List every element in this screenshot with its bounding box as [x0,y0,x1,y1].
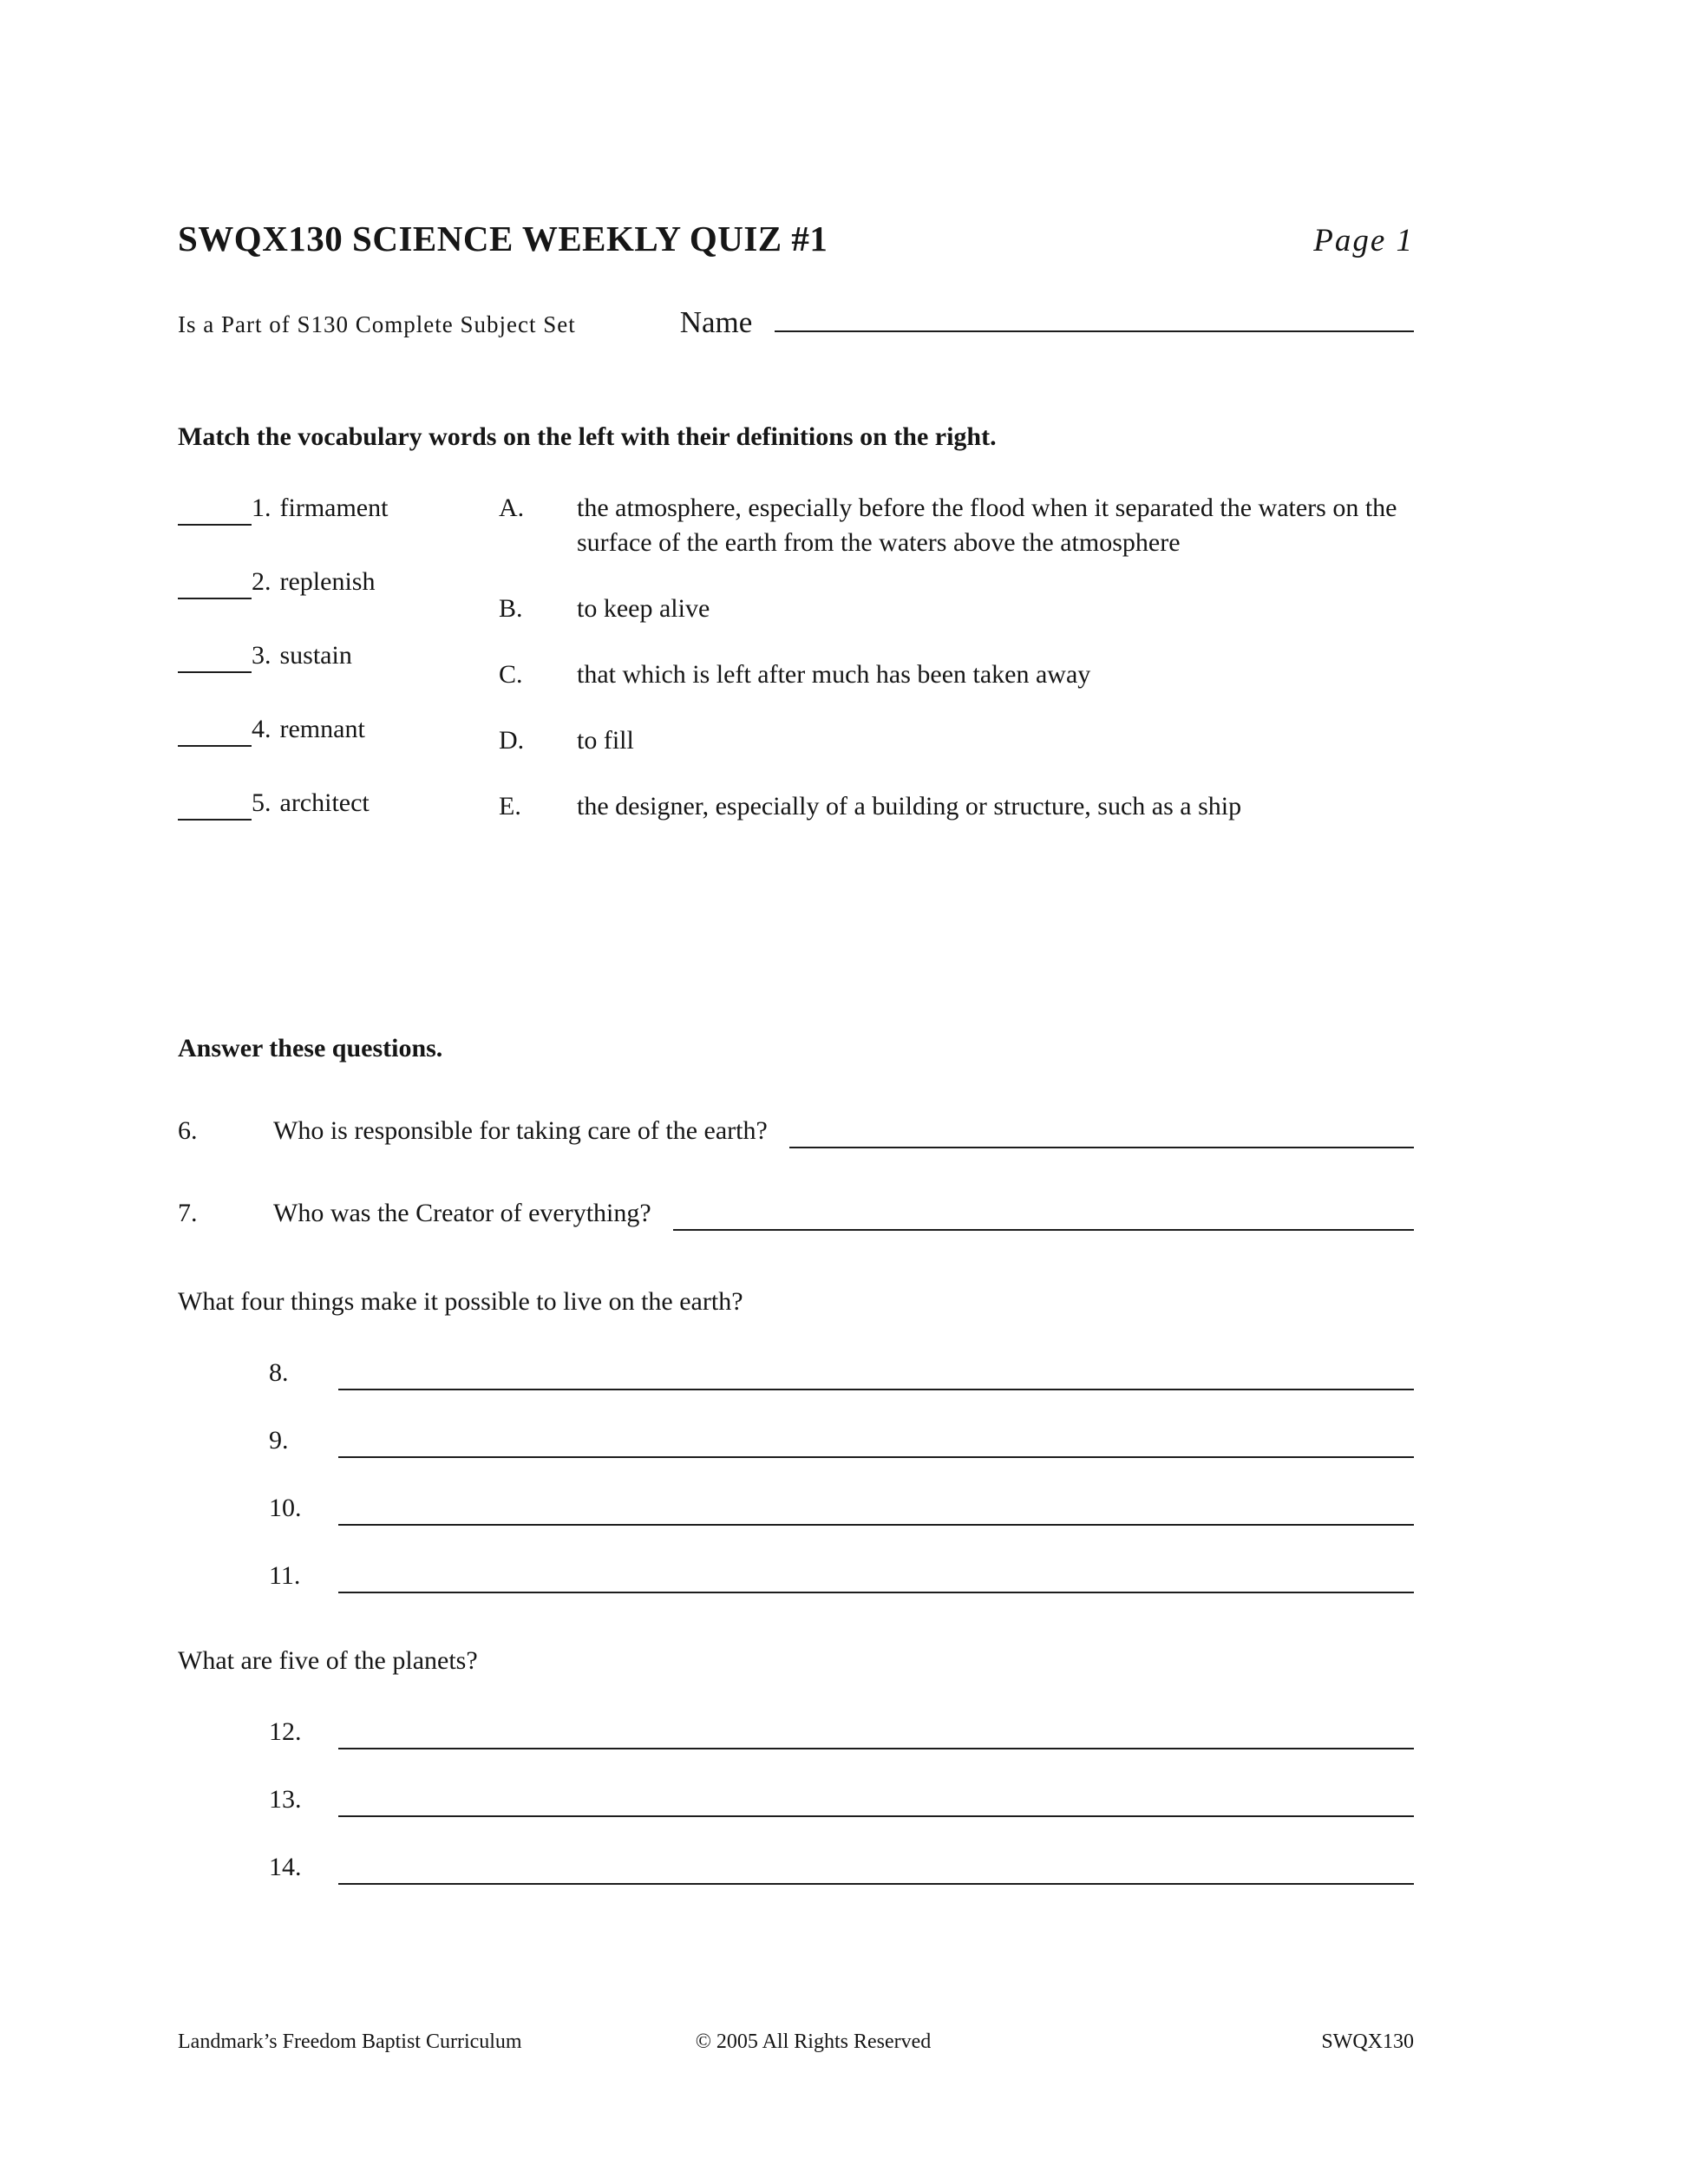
name-label: Name [679,305,753,340]
name-input-line[interactable] [775,298,1414,332]
vocab-column [178,491,499,860]
definition-letter: D. [499,726,525,755]
blank-number: 11. [269,1561,301,1591]
vocab-item-3 [178,638,499,673]
answer-row-11 [269,1559,1414,1593]
answer-line-12[interactable] [338,1715,1414,1749]
answer-row-13 [269,1782,1414,1817]
definition-letter: C. [499,660,523,690]
definition-e [499,789,1414,824]
question-7 [178,1196,1414,1231]
question-6 [178,1114,1414,1148]
answer-row-8 [269,1356,1414,1390]
vocab-word: architect [279,788,370,818]
planets-prompt: What are five of the planets? [178,1646,478,1676]
definition-letter: B. [499,594,523,624]
footer-code: SWQX130 [1321,2030,1414,2054]
vocab-item-4 [178,712,499,747]
answer-line-10[interactable] [338,1491,1414,1526]
question-number: 6. [178,1116,198,1146]
definition-text: that which is left after much has been taken away [577,660,1091,690]
vocab-number: 1. [252,494,272,523]
definition-text: the atmosphere, especially before the flood when it separated the waters on the surface of the earth from the waters above the atmosphere [577,494,1397,558]
question-text: Who is responsible for taking care of the earth? [273,1116,768,1146]
definition-text: to keep alive [577,594,710,624]
footer-publisher: Landmark’s Freedom Baptist Curriculum [178,2030,522,2054]
answer-questions-heading: Answer these questions. [178,1034,443,1063]
definition-b [499,592,1414,626]
vocab-word: replenish [279,567,376,597]
subset-note: Is a Part of S130 Complete Subject Set [178,311,576,338]
answer-line-7[interactable] [673,1196,1414,1231]
definition-a [499,491,1414,560]
vocab-answer-blank-4[interactable] [178,712,252,747]
question-number: 7. [178,1199,198,1228]
definition-c [499,657,1414,692]
definition-text: the designer, especially of a building or structure, such as a ship [577,792,1242,821]
vocab-word: firmament [279,494,389,523]
subheader [178,298,1414,340]
vocab-number: 5. [252,788,272,818]
page-number: Page 1 [1313,223,1414,258]
answer-line-6[interactable] [789,1114,1414,1148]
vocab-word: sustain [279,641,352,670]
blank-number: 14. [269,1853,302,1882]
vocab-answer-blank-1[interactable] [178,491,252,526]
vocab-word: remnant [279,715,365,744]
vocab-answer-blank-5[interactable] [178,786,252,821]
answer-line-14[interactable] [338,1850,1414,1885]
matching-instruction: Match the vocabulary words on the left with their definitions on the right. [178,422,997,452]
definitions-column [499,491,1414,860]
definition-letter: A. [499,494,525,523]
definition-text: to fill [577,726,634,755]
question-text: Who was the Creator of everything? [273,1199,651,1228]
answer-row-14 [269,1850,1414,1885]
vocab-answer-blank-2[interactable] [178,565,252,599]
footer-copyright: © 2005 All Rights Reserved [695,2030,932,2054]
vocab-number: 4. [252,715,272,744]
answer-row-12 [269,1715,1414,1749]
vocab-number: 2. [252,567,272,597]
answer-line-8[interactable] [338,1356,1414,1390]
blank-number: 10. [269,1494,302,1523]
vocab-item-5 [178,786,499,821]
matching-section [178,491,1414,860]
answer-line-11[interactable] [338,1559,1414,1593]
answer-row-9 [269,1423,1414,1458]
page-title: SWQX130 SCIENCE WEEKLY QUIZ #1 [178,219,828,258]
vocab-item-2 [178,565,499,599]
answer-row-10 [269,1491,1414,1526]
vocab-number: 3. [252,641,272,670]
footer [178,2030,1414,2054]
blank-number: 8. [269,1358,289,1388]
definition-letter: E. [499,792,521,821]
answer-line-9[interactable] [338,1423,1414,1458]
header [178,219,1414,259]
vocab-item-1 [178,491,499,526]
answer-line-13[interactable] [338,1782,1414,1817]
vocab-answer-blank-3[interactable] [178,638,252,673]
blank-number: 13. [269,1785,302,1815]
blank-number: 12. [269,1717,302,1747]
four-things-prompt: What four things make it possible to live on the earth? [178,1287,743,1317]
blank-number: 9. [269,1426,289,1455]
definition-d [499,723,1414,758]
